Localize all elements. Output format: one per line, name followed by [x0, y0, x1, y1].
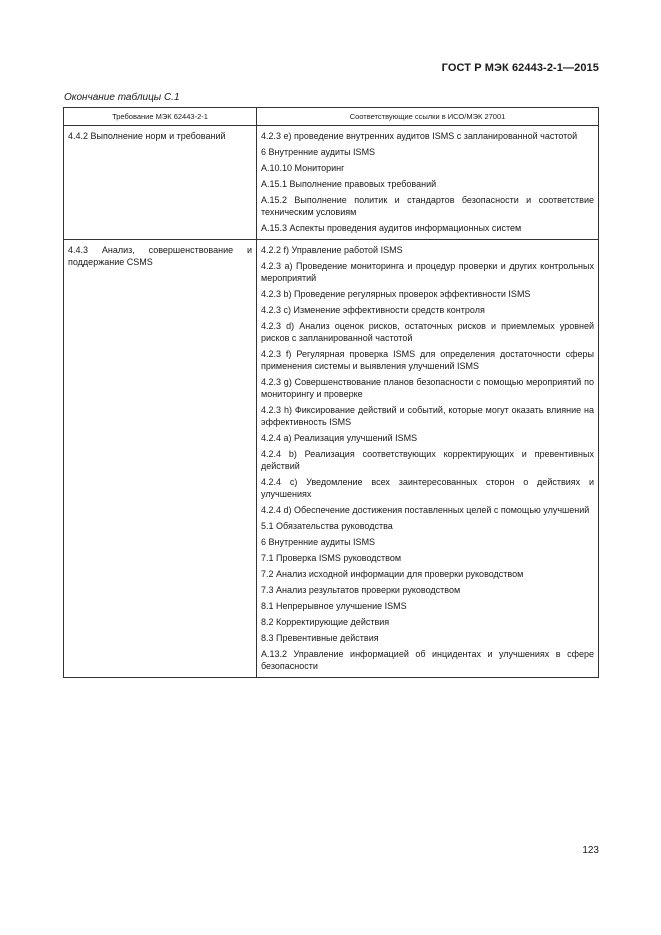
reference-entry: A.15.2 Выполнение политик и стандартов безопасности и соответствие техническим условиям: [261, 195, 594, 217]
table-row: [64, 126, 599, 240]
reference-entry: 8.2 Корректирующие действия: [261, 617, 390, 627]
reference-entry: 4.2.4 a) Реализация улучшений ISMS: [261, 433, 418, 443]
reference-entry: 4.2.2 f) Управление работой ISMS: [261, 245, 403, 255]
reference-entry: 4.2.3 f) Регулярная проверка ISMS для определения достаточности сферы применения системы и выявления улучшений ISMS: [261, 349, 594, 371]
reference-entry: 8.1 Непрерывное улучшение ISMS: [261, 601, 407, 611]
references-cell: [257, 240, 599, 678]
reference-entry: 6 Внутренние аудиты ISMS: [261, 147, 376, 157]
reference-entry: 4.2.4 d) Обеспечение достижения поставленных целей с помощью улучшений: [261, 505, 590, 515]
table-row: [64, 240, 599, 678]
reference-entry: A.15.3 Аспекты проведения аудитов информационных систем: [261, 223, 522, 233]
column-header-requirement: Требование МЭК 62443-2-1: [64, 108, 257, 126]
reference-entry: 7.1 Проверка ISMS руководством: [261, 553, 402, 563]
reference-entry: A.10.10 Мониторинг: [261, 163, 345, 173]
reference-entry: 8.3 Превентивные действия: [261, 633, 379, 643]
reference-entry: 4.2.3 a) Проведение мониторинга и процедур проверки и других контрольных мероприятий: [261, 261, 594, 283]
requirement-cell: [64, 240, 257, 678]
reference-entry: 4.2.3 e) проведение внутренних аудитов ISMS с запланированной частотой: [261, 131, 578, 141]
table-header-row: [64, 108, 599, 126]
reference-entry: 5.1 Обязательства руководства: [261, 521, 393, 531]
correspondence-table: [63, 107, 599, 678]
reference-entry: 4.2.4 b) Реализация соответствующих корректирующих и превентивных действий: [261, 449, 594, 471]
reference-entry: 4.2.3 b) Проведение регулярных проверок эффективности ISMS: [261, 289, 531, 299]
table-caption: Окончание таблицы С.1: [64, 92, 180, 103]
reference-entry: 4.2.4 c) Уведомление всех заинтересованных сторон о действиях и улучшениях: [261, 477, 594, 499]
requirement-text: 4.4.2 Выполнение норм и требований: [68, 131, 226, 141]
page-number: 123: [582, 845, 599, 856]
reference-entry: 6 Внутренние аудиты ISMS: [261, 537, 376, 547]
reference-entry: 4.2.3 g) Совершенствование планов безопасности с помощью мероприятий по мониторингу и проверке: [261, 377, 594, 399]
reference-entry: 7.3 Анализ результатов проверки руководством: [261, 585, 461, 595]
standard-designation: ГОСТ Р МЭК 62443-2-1—2015: [441, 62, 599, 74]
reference-entry: A.15.1 Выполнение правовых требований: [261, 179, 437, 189]
reference-entry: 7.2 Анализ исходной информации для проверки руководством: [261, 569, 524, 579]
requirement-text: 4.4.3 Анализ, совершенствование и поддержание CSMS: [68, 245, 252, 267]
reference-entry: A.13.2 Управление информацией об инцидентах и улучшениях в сфере безопасности: [261, 649, 594, 671]
requirement-cell: [64, 126, 257, 240]
column-header-references: Соответствующие ссылки в ИСО/МЭК 27001: [257, 108, 599, 126]
references-cell: [257, 126, 599, 240]
reference-entry: 4.2.3 d) Анализ оценок рисков, остаточных рисков и приемлемых уровней рисков с запланированной частотой: [261, 321, 594, 343]
reference-entry: 4.2.3 c) Изменение эффективности средств контроля: [261, 305, 485, 315]
reference-entry: 4.2.3 h) Фиксирование действий и событий, которые могут оказать влияние на эффективность ISMS: [261, 405, 594, 427]
